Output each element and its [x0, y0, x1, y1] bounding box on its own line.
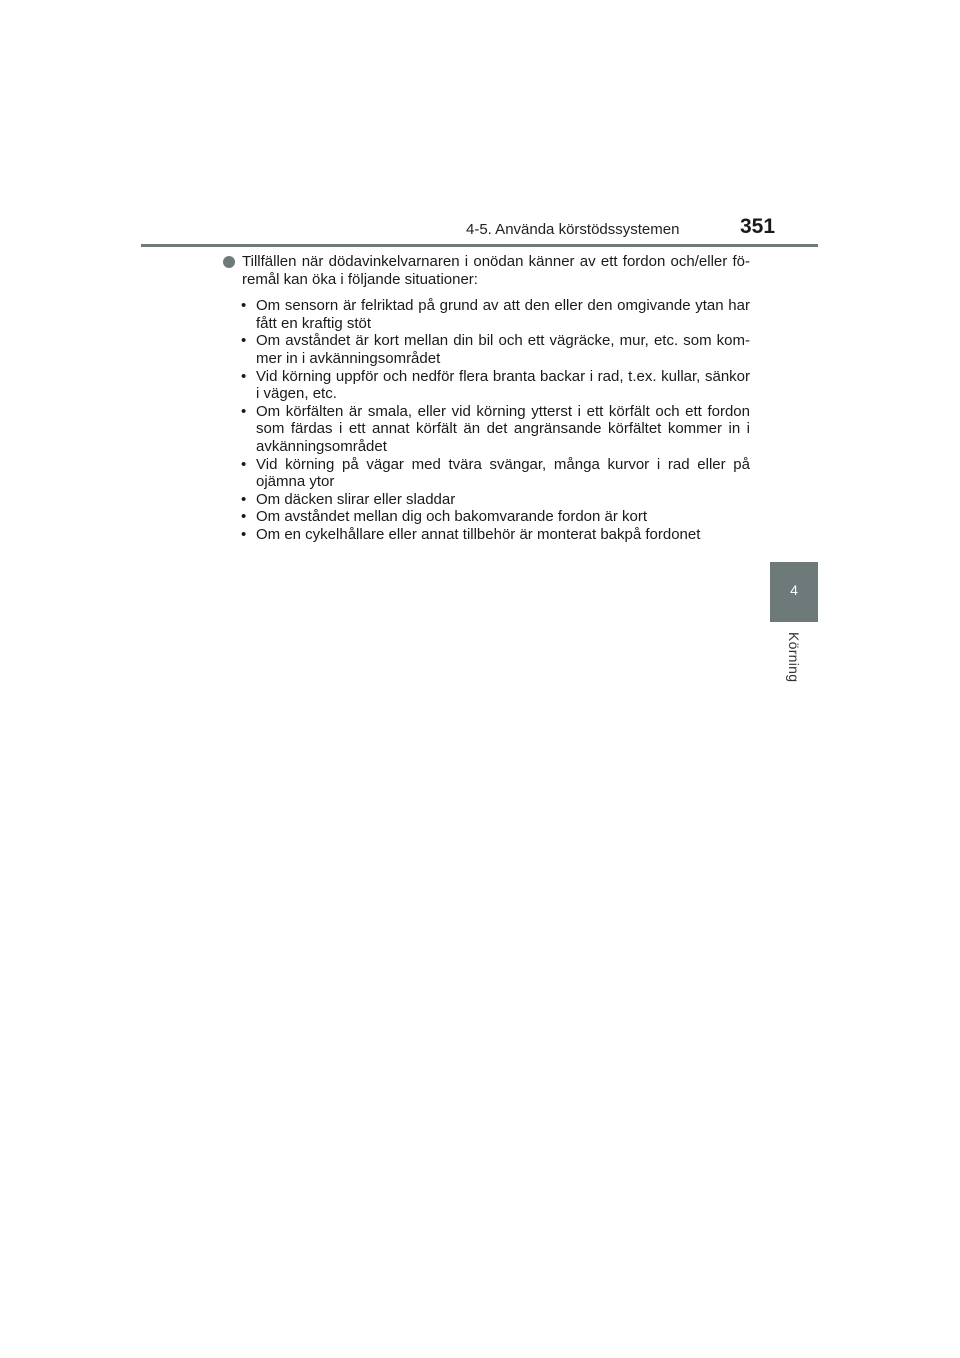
- list-item-text: Vid körning uppför och nedför flera branta backar i rad, t.ex. kullar, sänkor i vägen, etc.: [256, 367, 750, 403]
- bullet-icon: •: [241, 402, 247, 420]
- list-item: [222, 297, 750, 332]
- list-item: [222, 403, 750, 456]
- list-item-text: Vid körning på vägar med tvära svängar, många kurvor i rad eller på ojämna ytor: [256, 455, 750, 491]
- list-item: [222, 508, 750, 526]
- main-content: [222, 253, 750, 544]
- chapter-tab: [770, 562, 818, 622]
- list-item-text: Om avståndet mellan dig och bakomvarande fordon är kort: [256, 508, 648, 526]
- bullet-icon: •: [241, 455, 247, 473]
- list-item-text: Om sensorn är felriktad på grund av att den eller den omgivande ytan har fått en kraftig stöt: [256, 297, 750, 332]
- list-item-text: Om körfälten är smala, eller vid körning ytterst i ett körfält och ett fordon som färdas i ett annat körfält än det angränsande körfältet kommer in i avkänningsområdet: [256, 402, 750, 455]
- bullet-icon: •: [241, 332, 247, 350]
- list-item-text: Om en cykelhållare eller annat tillbehör är monterat bakpå fordonet: [256, 525, 701, 543]
- list-item: [222, 526, 750, 544]
- bullet-icon: •: [241, 490, 247, 508]
- list-item: [222, 368, 750, 403]
- list-item-text: Om avståndet är kort mellan din bil och ett vägräcke, mur, etc. som kom- mer in i avkänningsområdet: [256, 332, 750, 367]
- section-title: 4-5. Använda körstödssystemen: [466, 221, 680, 238]
- list-item-text: Om däcken slirar eller sladdar: [256, 490, 456, 508]
- intro-text: Tillfällen när dödavinkelvarnaren i onödan känner av ett fordon och/eller fö- remål kan öka i följande situationer:: [242, 253, 750, 288]
- list-item: [222, 332, 750, 367]
- bullet-icon: •: [241, 525, 247, 543]
- intro-paragraph: [222, 253, 750, 288]
- bullet-icon: •: [241, 508, 247, 526]
- chapter-number: 4: [790, 582, 798, 598]
- circle-bullet-icon: [223, 256, 235, 268]
- list-item: [222, 456, 750, 491]
- bullet-icon: •: [241, 367, 247, 385]
- situation-list: [222, 297, 750, 543]
- bullet-icon: •: [241, 297, 247, 315]
- header-divider: [141, 244, 818, 247]
- chapter-label: Körning: [786, 632, 802, 683]
- list-item: [222, 491, 750, 509]
- page-number: 351: [740, 215, 776, 238]
